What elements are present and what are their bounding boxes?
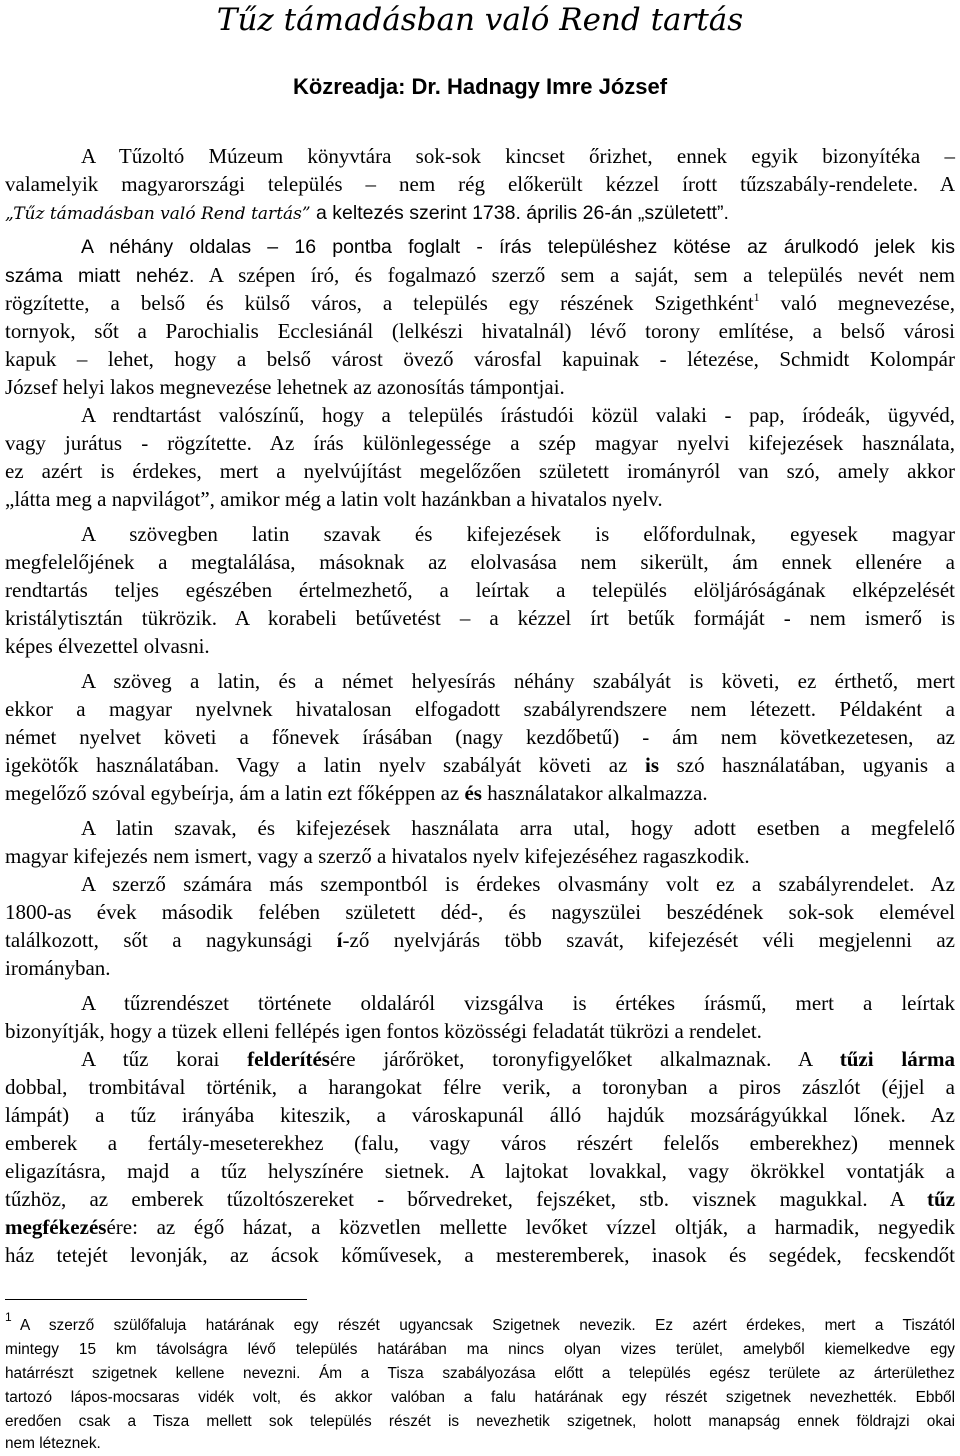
text-line: bizonyítják, hogy a tüzek elleni fellépés igen fontos közösségi feladatát tükrözi a rendelet. xyxy=(5,1019,762,1043)
text-line: A tűzrendészet története oldaláról vizsgálva is értékes írásmű, mert a leírtak xyxy=(81,991,955,1015)
text-line: József helyi lakos megnevezése lehetnek az azonosítás támpontjai. xyxy=(5,375,565,399)
text-line: irományban. xyxy=(5,956,111,980)
bold-word: tűz xyxy=(927,1187,955,1211)
document-editor: Közreadja: Dr. Hadnagy Imre József xyxy=(292,74,668,99)
footnote-line: tartozó lápos-mocsaras vidék volt, és akkor valóban a falu határának egy részét szigetnek nevezhették. Ebből xyxy=(5,1389,955,1406)
text-line: vagy jurátus - rögzítette. Az írás különlegessége a szép magyar nyelvi kifejezések használata, xyxy=(5,431,955,455)
text-line xyxy=(5,927,955,954)
text-span: ére: az égő házat, a közvetlen mellette levőket vízzel oltják, a harmadik, negyedik xyxy=(106,1215,955,1239)
bold-word: í xyxy=(336,928,343,952)
footnote-separator xyxy=(5,1299,307,1300)
text-line: ekkor a magyar nyelvnek hivatalosan elfogadott szabályrendszere nem létezett. Példaként a xyxy=(5,697,955,721)
text-line: eligazításra, majd a tűz helyszínére sietnek. A lajtokat lovakkal, vagy ökrökkel vontatják a xyxy=(5,1159,955,1183)
text-line: A rendtartást valószínű, hogy a település írástudói közül valaki - pap, íródeák, ügyvéd, xyxy=(81,403,955,427)
text-line: német nyelvet követi a főnevek írásában (nagy kezdőbetű) - ám nem következetesen, az xyxy=(5,725,955,749)
text-line xyxy=(5,262,955,290)
document-title-reference: Tűz támadásban való Rend tartás xyxy=(13,204,302,224)
text-span: használatakor alkalmazza. xyxy=(481,781,708,805)
text-span: szó használatában, ugyanis a xyxy=(659,753,955,777)
text-line xyxy=(5,752,955,779)
text-line: képes élvezettel olvasni. xyxy=(5,634,210,658)
text-line: tornyok, sőt a Parochialis Ecclesiánál (lelkészi hivatalnál) lévő torony említése, a belső városi xyxy=(5,319,955,343)
text-line xyxy=(5,1186,955,1213)
bold-word: is xyxy=(645,753,660,777)
text-span: száma miatt nehéz. xyxy=(5,265,195,287)
footnote-line: eredően csak a Tisza mellett sok település részét is nevezhetik szigetnek, holott manapság ennek földrajzi okai xyxy=(5,1413,955,1430)
text-line: ez azért is érdekes, mert a nyelvújítást megelőzően született irományról van szó, amely akkor xyxy=(5,459,955,483)
bold-word: felderítés xyxy=(247,1047,330,1071)
footnote-line: mintegy 15 km távolságra lévő település határában ma nincs olyan vizes terület, amelyből kiemelkedve egy xyxy=(5,1341,955,1358)
text-line: kristálytisztán tükrözik. A korabeli betűvetést – a kézzel írt betűk formáját - nem ismerő is xyxy=(5,606,955,630)
text-line: A szerző számára más szempontból is érdekes olvasmány volt ez a szabályrendelet. Az xyxy=(81,872,955,896)
text-line: megfelelőjének a megtalálása, másoknak az elolvasása nem sikerült, ám ennek ellenére a xyxy=(5,550,955,574)
footnote-reference: 1 xyxy=(753,290,760,304)
text-span: ére járőröket, toronyfigyelőket alkalmaznak. A xyxy=(329,1047,840,1071)
footnote-line: A szerző szülőfaluja határának egy részét ugyancsak Szigetnek nevezik. Ez azért érdekes, mert a Tiszától xyxy=(20,1317,955,1334)
text-line: A néhány oldalas – 16 pontba foglalt - írás településhez kötése az árulkodó jelek kis xyxy=(81,236,955,258)
text-line: A szövegben latin szavak és kifejezések is előfordulnak, egyesek magyar xyxy=(81,522,955,546)
text-line: emberek a fertály-meseterekhez (falu, vagy város részért felelős emberekhez) mennek xyxy=(5,1131,955,1155)
bold-word: és xyxy=(464,781,482,805)
text-line: A latin szavak, és kifejezések használata arra utal, hogy adott esetben a megfelelő xyxy=(81,816,955,840)
text-span: a keltezés szerint 1738. április 26-án „született”. xyxy=(310,202,729,224)
text-line: 1800-as évek második felében született déd-, és nagyszülei beszédének sok-sok elemével xyxy=(5,900,955,924)
bold-word: tűzi lárma xyxy=(839,1047,956,1071)
text-line: magyar kifejezés nem ismert, vagy a szerző a hivatalos nyelv kifejezéséhez ragaszkodik. xyxy=(5,844,750,868)
text-span: rögzítette, a belső és külső város, a település egy részének Szigethként xyxy=(5,291,754,315)
bold-word: megfékezés xyxy=(5,1215,107,1239)
text-span: találkozott, sőt a nagykunsági xyxy=(5,928,337,952)
quote-close: ” xyxy=(301,204,311,224)
text-span: tűzhöz, az emberek tűzoltószereket - bőrvedreket, fejszéket, stb. visznek magukkal. A xyxy=(5,1187,927,1211)
text-line: kapuk – lehet, hogy a belső várost övező városfal kapuinak - létezése, Schmidt Kolompár xyxy=(5,347,955,371)
text-line: lámpát) a tűz irányába kiteszik, a városkapunál álló hajdúk mozsárágyúkkal lőnek. Az xyxy=(5,1103,955,1127)
document-title: Tűz támadásban való Rend tartás xyxy=(216,2,744,38)
text-span: A szépen író, és fogalmazó szerző sem a saját, sem a település nevét nem xyxy=(194,263,956,287)
footnote-line: nem léteznek. xyxy=(5,1435,101,1452)
text-line xyxy=(5,290,955,317)
text-span: való megnevezése, xyxy=(759,291,955,315)
text-line: A Tűzoltó Múzeum könyvtára sok-sok kincset őrizhet, ennek egyik bizonyítéka – xyxy=(81,144,955,168)
text-line xyxy=(5,1046,955,1073)
text-line xyxy=(5,780,955,807)
text-line: A szöveg a latin, és a német helyesírás néhány szabályát is követi, ez érthető, mert xyxy=(81,669,955,693)
text-span: megelőző szóval egybeírja, ám a latin ezt főképpen az xyxy=(5,781,465,805)
text-line xyxy=(5,1214,955,1241)
text-span: -ző nyelvjárás több szavát, kifejezését véli megjelenni az xyxy=(342,928,955,952)
text-line: dobbal, trombitával történik, a harangokat félre verik, a toronyban a piros zászlót (éjjel a xyxy=(5,1075,955,1099)
text-line: „látta meg a napvilágot”, amikor még a latin volt hazánkban a hivatalos nyelv. xyxy=(5,487,663,511)
text-line: ház tetejét levonják, az ácsok kőművesek, a mesteremberek, inasok és segédek, fecskendőt xyxy=(5,1243,955,1267)
text-line: valamelyik magyarországi település – nem rég előkerült kézzel írott tűzszabály-rendelete. A xyxy=(5,172,955,196)
text-line: rendtartás teljes egészében értelmezhető, a leírtak a település elöljáróságának elképzelését xyxy=(5,578,955,602)
text-line xyxy=(5,199,955,228)
footnote-line: határrészt szigetnek kellene nevezni. Ám a Tisza szabályozása előtt a település egész területe az árterülethez xyxy=(5,1365,955,1382)
quote-open: „ xyxy=(5,204,14,224)
footnote-mark: 1 xyxy=(5,1310,12,1324)
text-span: igekötők használatában. Vagy a latin nyelv szabályát követi az xyxy=(5,753,646,777)
text-span: A tűz korai xyxy=(81,1047,248,1071)
